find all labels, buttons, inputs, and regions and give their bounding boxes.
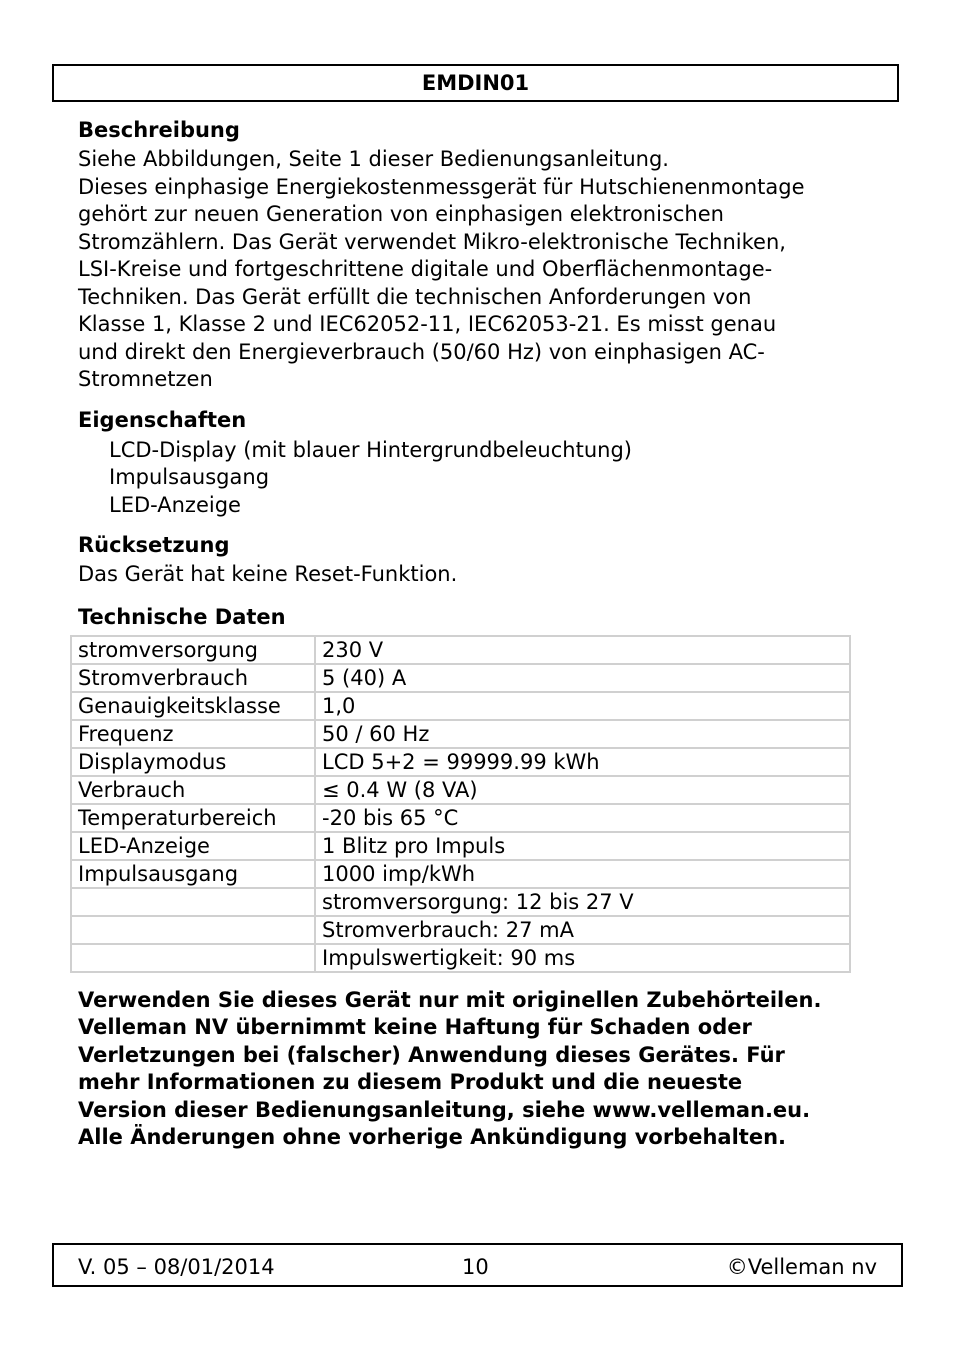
warning-line: Alle Änderungen ohne vorherige Ankündigung vorbehalten. — [78, 1125, 787, 1149]
list-item: Impulsausgang — [109, 465, 270, 489]
spec-label-cell: Impulsausgang — [71, 860, 315, 888]
table-row — [71, 636, 850, 664]
table-row — [71, 916, 850, 944]
spec-label-cell — [71, 888, 315, 916]
spec-value-cell: Impulswertigkeit: 90 ms — [315, 944, 850, 972]
table-row — [71, 888, 850, 916]
spec-value-cell: 1,0 — [315, 692, 850, 720]
main-content — [78, 116, 878, 1152]
table-row — [71, 720, 850, 748]
table-row — [71, 804, 850, 832]
spec-label-cell: Temperaturbereich — [71, 804, 315, 832]
warning-line: Velleman NV übernimmt keine Haftung für Schaden oder — [78, 1015, 752, 1039]
heading-eigenschaften: Eigenschaften — [78, 407, 247, 432]
warning-line: mehr Informationen zu diesem Produkt und die neueste — [78, 1070, 743, 1094]
text-line: Siehe Abbildungen, Seite 1 dieser Bedienungsanleitung. — [78, 147, 669, 171]
list-item: LED-Anzeige — [109, 492, 241, 517]
spec-value-cell: 50 / 60 Hz — [315, 720, 850, 748]
text-line: Stromnetzen — [78, 367, 213, 391]
heading-technische-daten: Technische Daten — [78, 604, 286, 629]
list-item: LCD-Display (mit blauer Hintergrundbeleuchtung) — [109, 437, 632, 462]
beschreibung-text — [78, 146, 878, 394]
table-row — [71, 776, 850, 804]
spec-value-cell: 1000 imp/kWh — [315, 860, 850, 888]
footer-page-number: 10 — [462, 1255, 489, 1279]
spec-value-cell: LCD 5+2 = 99999.99 kWh — [315, 748, 850, 776]
text-line: Klasse 1, Klasse 2 und IEC62052-11, IEC62053-21. Es misst genau — [78, 312, 777, 336]
spec-label-cell: Genauigkeitsklasse — [71, 692, 315, 720]
heading-beschreibung: Beschreibung — [78, 118, 240, 142]
text-line: Dieses einphasige Energiekostenmessgerät für Hutschienenmontage — [78, 174, 805, 199]
spec-value-cell: ≤ 0.4 W (8 VA) — [315, 776, 850, 804]
text-line: und direkt den Energieverbrauch (50/60 Hz) von einphasigen AC- — [78, 339, 765, 364]
text-line: gehört zur neuen Generation von einphasigen elektronischen — [78, 202, 724, 226]
text-line: Techniken. Das Gerät erfüllt die technischen Anforderungen von — [78, 284, 752, 309]
spec-label-cell — [71, 916, 315, 944]
warning-line: Verwenden Sie dieses Gerät nur mit originellen Zubehörteilen. — [78, 987, 822, 1012]
table-row — [71, 944, 850, 972]
spec-label-cell: Displaymodus — [71, 748, 315, 776]
spec-label-cell — [71, 944, 315, 972]
ruecksetzung-text: Das Gerät hat keine Reset-Funktion. — [78, 562, 458, 586]
spec-label-cell: stromversorgung — [71, 636, 315, 664]
header-box — [52, 64, 899, 102]
spec-value-cell: 1 Blitz pro Impuls — [315, 832, 850, 860]
warning-line: Version dieser Bedienungsanleitung, siehe www.velleman.eu. — [78, 1097, 811, 1122]
spec-value-cell: stromversorgung: 12 bis 27 V — [315, 888, 850, 916]
table-row — [71, 664, 850, 692]
text-line: Stromzählern. Das Gerät verwendet Mikro-elektronische Techniken, — [78, 229, 786, 254]
text-line: LSI-Kreise und fortgeschrittene digitale und Oberflächenmontage- — [78, 257, 773, 281]
document-title: EMDIN01 — [421, 71, 530, 95]
footer-version: V. 05 – 08/01/2014 — [78, 1255, 275, 1279]
features-list — [78, 437, 878, 520]
specs-table — [70, 635, 851, 973]
table-row — [71, 860, 850, 888]
warning-text — [78, 987, 878, 1152]
spec-value-cell: Stromverbrauch: 27 mA — [315, 916, 850, 944]
spec-label-cell: Stromverbrauch — [71, 664, 315, 692]
footer-copyright: ©Velleman nv — [726, 1255, 877, 1279]
spec-label-cell: LED-Anzeige — [71, 832, 315, 860]
table-row — [71, 692, 850, 720]
warning-line: Verletzungen bei (falscher) Anwendung dieses Gerätes. Für — [78, 1042, 785, 1067]
spec-value-cell: 5 (40) A — [315, 664, 850, 692]
spec-label-cell: Verbrauch — [71, 776, 315, 804]
footer — [52, 1243, 903, 1287]
table-row — [71, 832, 850, 860]
table-row — [71, 748, 850, 776]
heading-ruecksetzung: Rücksetzung — [78, 533, 230, 557]
spec-value-cell: 230 V — [315, 636, 850, 664]
spec-value-cell: -20 bis 65 °C — [315, 804, 850, 832]
spec-label-cell: Frequenz — [71, 720, 315, 748]
